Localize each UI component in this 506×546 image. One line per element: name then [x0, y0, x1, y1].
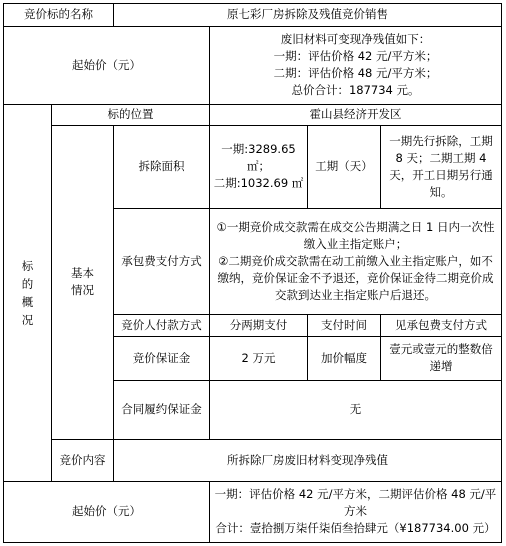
demolition-area-line: 二期:1032.69 ㎡ [213, 176, 304, 191]
start-price-top-label: 起始价（元） [4, 26, 210, 104]
start-price-top-value [210, 26, 502, 104]
overview-char: 概 [21, 294, 34, 309]
overview-char: 的 [21, 276, 34, 291]
demolition-area-line: 一期:3289.65 ㎡； [221, 142, 296, 174]
row-start-price-bottom [4, 481, 502, 542]
overview-char: 标 [21, 258, 34, 273]
basic-info-line: 情况 [71, 283, 94, 298]
start-price-top-line: 二期：评估价格 48 元/平方米； [273, 66, 438, 81]
bid-content-label: 竞价内容 [52, 439, 114, 481]
overview-vertical-label [4, 104, 52, 481]
basic-info-line: 基本 [71, 266, 94, 281]
start-price-top-line: 一期：评估价格 42 元/平方米； [273, 49, 438, 64]
payment-time-label: 支付时间 [308, 315, 381, 337]
start-price-bottom-line: 一期：评估价格 42 元/平方米，二期评估价格 48 元/平方米 [214, 487, 497, 519]
bidder-payment-label: 竞价人付款方式 [114, 315, 210, 337]
row-demolition-area [4, 125, 502, 208]
deposit-label: 竞价保证金 [114, 336, 210, 380]
bid-name-label: 竞价标的名称 [4, 4, 114, 27]
period-label: 工期（天） [308, 125, 381, 208]
payment-method-label: 承包费支付方式 [114, 208, 210, 314]
location-label: 标的位置 [52, 104, 210, 125]
payment-method-value [210, 208, 502, 314]
row-start-price-top [4, 26, 502, 104]
basic-info-label [52, 125, 114, 439]
demolition-area-label: 拆除面积 [114, 125, 210, 208]
period-value: 一期先行拆除，工期 8 天；二期工期 4 天，开工日期另行通知。 [381, 125, 502, 208]
row-location [4, 104, 502, 125]
contract-deposit-label: 合同履约保证金 [114, 380, 210, 439]
start-price-bottom-line: 合计：壹拾捌万柒仟柒佰叁拾肆元（¥187734.00 元） [215, 521, 496, 536]
start-price-bottom-value [210, 481, 502, 542]
payment-item: ②二期竞价成交款需在动工前缴入业主指定账户，如不缴纳，竞价保证金不予退还，竞价保证金待二期竞价成交款到达业主指定账户后退还。 [217, 254, 494, 303]
location-value: 霍山县经济开发区 [210, 104, 502, 125]
bidder-payment-value: 分两期支付 [210, 315, 308, 337]
bid-info-table [3, 3, 502, 543]
bid-content-value: 所拆除厂房废旧材料变现净残值 [114, 439, 502, 481]
demolition-area-value [210, 125, 308, 208]
row-bid-name [4, 4, 502, 27]
deposit-value: 2 万元 [210, 336, 308, 380]
payment-item: ①一期竞价成交款需在成交公告期满之日 1 日内一次性缴入业主指定账户； [216, 220, 495, 252]
increment-label: 加价幅度 [308, 336, 381, 380]
row-bid-content [4, 439, 502, 481]
payment-time-value: 见承包费支付方式 [381, 315, 502, 337]
bid-name-value: 原七彩厂房拆除及残值竞价销售 [114, 4, 502, 27]
start-price-top-line: 总价合计：187734 元。 [291, 83, 420, 98]
overview-char: 况 [21, 312, 34, 327]
start-price-bottom-label: 起始价（元） [4, 481, 210, 542]
start-price-top-line: 废旧材料可变现净残值如下： [280, 32, 431, 47]
increment-value: 壹元或壹元的整数倍递增 [381, 336, 502, 380]
contract-deposit-value: 无 [210, 380, 502, 439]
